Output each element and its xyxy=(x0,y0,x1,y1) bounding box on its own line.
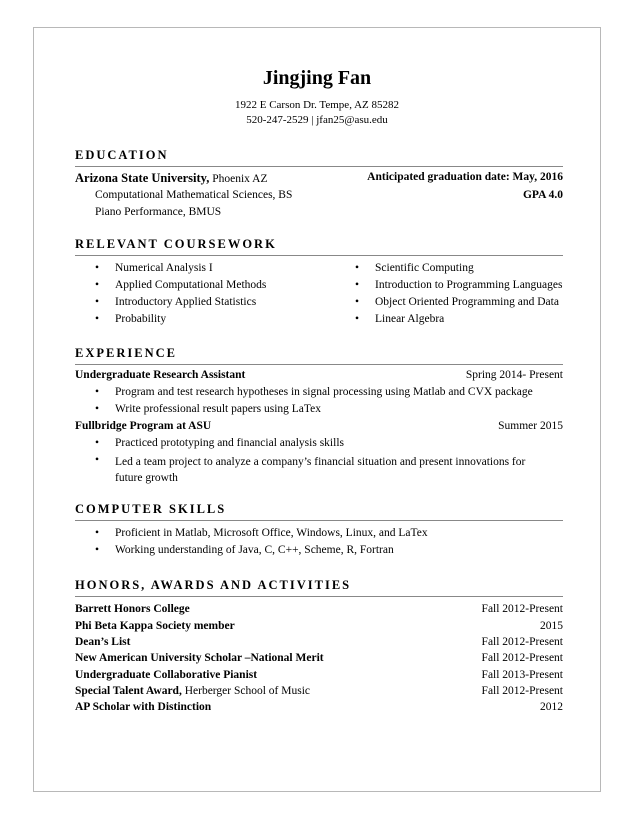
bullet-icon: • xyxy=(95,262,100,274)
address-line: 1922 E Carson Dr. Tempe, AZ 85282 xyxy=(234,99,399,111)
skills-heading: COMPUTER SKILLS xyxy=(75,502,227,516)
honor-row: New American University Scholar –National Merit Fall 2012-Present xyxy=(75,652,563,664)
coursework-heading: RELEVANT COURSEWORK xyxy=(75,237,277,251)
honor-row: Dean’s List Fall 2012-Present xyxy=(75,636,563,648)
school-location: Phoenix AZ xyxy=(209,173,268,185)
job-2-title: Fullbridge Program at ASU xyxy=(75,420,212,432)
bullet-icon: • xyxy=(95,544,100,556)
honors-rule xyxy=(75,596,563,597)
bullet-icon: • xyxy=(355,262,360,274)
bullet-icon: • xyxy=(95,296,100,308)
bullet-icon: • xyxy=(355,279,360,291)
bullet-icon: • xyxy=(95,386,100,398)
experience-rule xyxy=(75,364,563,365)
skills-rule xyxy=(75,520,563,521)
job-1-row xyxy=(75,369,563,385)
job-1-date: Spring 2014- Present xyxy=(465,369,563,381)
honors-heading: HONORS, AWARDS AND ACTIVITIES xyxy=(75,578,352,592)
experience-heading: EXPERIENCE xyxy=(75,346,177,360)
job-1-title: Undergraduate Research Assistant xyxy=(75,369,246,381)
job-2-date: Summer 2015 xyxy=(498,420,563,432)
school-name: Arizona State University, xyxy=(75,171,210,185)
bullet-icon: • xyxy=(95,279,100,291)
bullet-icon: • xyxy=(355,296,360,308)
contact-line: 520-247-2529 | jfan25@asu.edu xyxy=(246,114,388,126)
honor-row: Barrett Honors College Fall 2012-Present xyxy=(75,603,563,615)
bullet-icon: • xyxy=(95,313,100,325)
job-2-row xyxy=(75,420,563,436)
honor-row: AP Scholar with Distinction 2012 xyxy=(75,701,563,713)
bullet-icon: • xyxy=(95,437,100,449)
bullet-icon: • xyxy=(95,454,100,466)
education-rule xyxy=(75,166,563,167)
resume-name: Jingjing Fan xyxy=(262,67,372,89)
degree-2: Piano Performance, BMUS xyxy=(95,206,222,218)
gpa: GPA 4.0 xyxy=(522,189,563,201)
bullet-icon: • xyxy=(95,403,100,415)
honor-row: Undergraduate Collaborative Pianist Fall 2013-Present xyxy=(75,669,563,681)
bullet-icon: • xyxy=(355,313,360,325)
bullet-icon: • xyxy=(95,527,100,539)
coursework-rule xyxy=(75,255,563,256)
resume-page: Jingjing Fan 1922 E Carson Dr. Tempe, AZ 85282 520-247-2529 | jfan25@asu.edu EDUCATION Arizona State University, Phoenix AZ Anticipated graduation date: May, 2016 Computational Mathematical Sciences, BS GPA 4.0 Piano Performance, BMUS RELEVANT COURSEWORK • Numerical Analysis I • Applied Computational Methods • Introductory Applied Statistics • Probability • Scientific Computing • Introduction to Programming Languages • Object Oriented Programming and Data • Linear Algebra EXPERIENCE Undergraduate Research Assistant Spring 2014- Present • Program and test research hypotheses in signal processing using Matlab and CVX package • Write professional result papers using LaTex Fullbridge Program at ASU Summer 2015 • Practiced prototyping and financial analysis skills • Led a team project to analyze a company’s financial situation and present innovations for future growth COMPUTER SKILLS • Proficient in Matlab, Microsoft Office, Windows, Linux, and LaTex • Working understanding of Java, C, C++, Scheme, R, Fortran HONORS, AWARDS AND ACTIVITIES Barrett Honors College Fall 2012-Present Phi Beta Kappa Society member 2015 Dean’s List Fall 2012-Present New American University Scholar –National Merit Fall 2012-Present Undergraduate Collaborative Pianist Fall 2013-Present Special Talent Award, Herberger School of Music Fall 2012-Present AP Scholar with Distinction 2012 xyxy=(33,27,601,792)
education-heading: EDUCATION xyxy=(75,148,169,162)
honor-row: Special Talent Award, Herberger School of Music Fall 2012-Present xyxy=(75,685,563,697)
education-school-row xyxy=(75,171,563,187)
education-degree-row xyxy=(95,189,563,205)
honor-row: Phi Beta Kappa Society member 2015 xyxy=(75,620,563,632)
degree-1: Computational Mathematical Sciences, BS xyxy=(95,189,293,201)
graduation-date: Anticipated graduation date: May, 2016 xyxy=(367,171,563,183)
